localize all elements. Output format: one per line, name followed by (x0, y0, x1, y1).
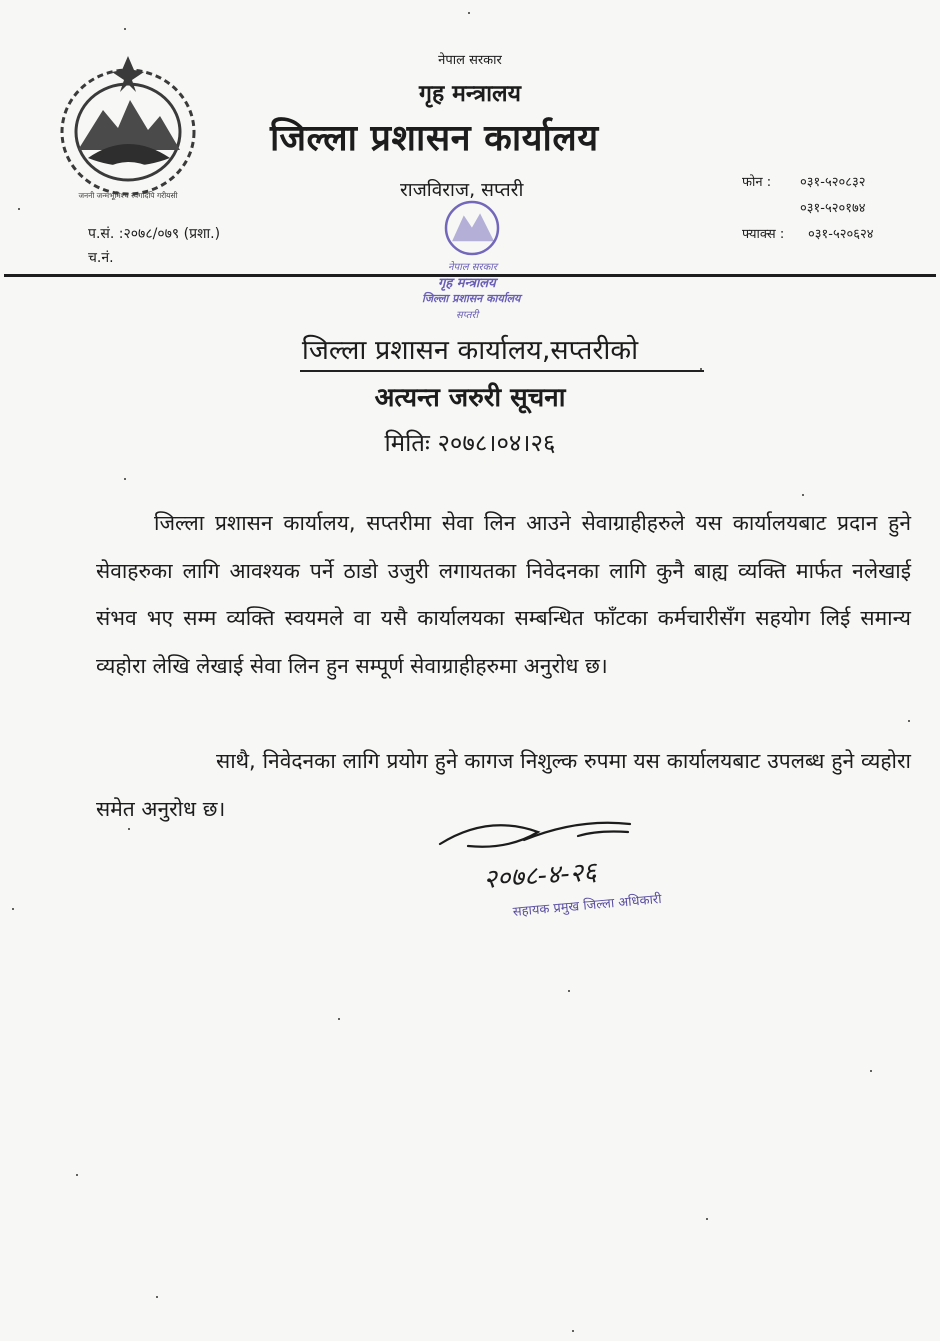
office-name: जिल्ला प्रशासन कार्यालय (270, 118, 599, 159)
phone-label: फोन : (742, 175, 772, 190)
notice-paragraph-1: जिल्ला प्रशासन कार्यालय, सप्तरीमा सेवा लिन आउने सेवाग्राहीहरुले यस कार्यालयबाट प्रदान हुने सेवाहरुका लागि आवश्यक पर्ने ठाडो उजुरी लगायतका निवेदनका लागि कुनै बाह्य व्यक्ति मार्फत नलेखाई संभव भए सम्म व्यक्ति स्वयमले वा यसै कार्यालयका सम्बन्धित फाँटका कर्मचारीसँग सहयोग लिई समान्य व्यहोरा लेखि लेखाई सेवा लिन हुन सम्पूर्ण सेवाग्राहीहरुमा अनुरोध छ। (96, 511, 911, 678)
official-stamp (412, 188, 562, 328)
phone-number-1: ०३१-५२०८३२ (800, 175, 866, 190)
dispatch-number: च.नं. (88, 250, 114, 266)
notice-paragraph-2: साथै, निवेदनका लागि प्रयोग हुने कागज निशुल्क रुपमा यस कार्यालयबाट उपलब्ध हुने व्यहोरा समेत अनुरोध छ। (96, 749, 911, 821)
fax-number: ०३१-५२०६२४ (808, 227, 874, 242)
stamp-line-4: सप्तरी (456, 310, 479, 321)
reference-number: प.सं. :२०७८/०७९ (प्रशा.) (88, 226, 221, 242)
stamp-line-1: नेपाल सरकार (448, 262, 497, 273)
ministry-name: गृह मन्त्रालय (419, 81, 521, 107)
notice-title: जिल्ला प्रशासन कार्यालय,सप्तरीको (301, 335, 639, 366)
emblem-caption: जननी जन्मभूमिश्च स्वर्गादपि गरीयसी (78, 191, 178, 200)
signatory-designation: सहायक प्रमुख जिल्ला अधिकारी (512, 891, 663, 920)
notice-subtitle: अत्यन्त जरुरी सूचना (374, 383, 566, 413)
phone-number-2: ०३१-५२०१७४ (800, 201, 866, 216)
fax-label: फ्याक्स : (742, 227, 785, 242)
signature-date: २०७८-४-२६ (482, 857, 598, 895)
office-location: राजविराज, सप्तरी (400, 179, 524, 201)
stamp-line-2: गृह मन्त्रालय (438, 276, 496, 291)
notice-date-container (0, 426, 940, 459)
government-name: नेपाल सरकार (438, 53, 502, 68)
nepal-government-emblem (48, 50, 208, 210)
notice-date: मितिः २०७८।०४।२६ (384, 429, 556, 457)
stamp-line-3: जिल्ला प्रशासन कार्यालय (422, 292, 521, 305)
notice-title-underline (300, 370, 704, 372)
